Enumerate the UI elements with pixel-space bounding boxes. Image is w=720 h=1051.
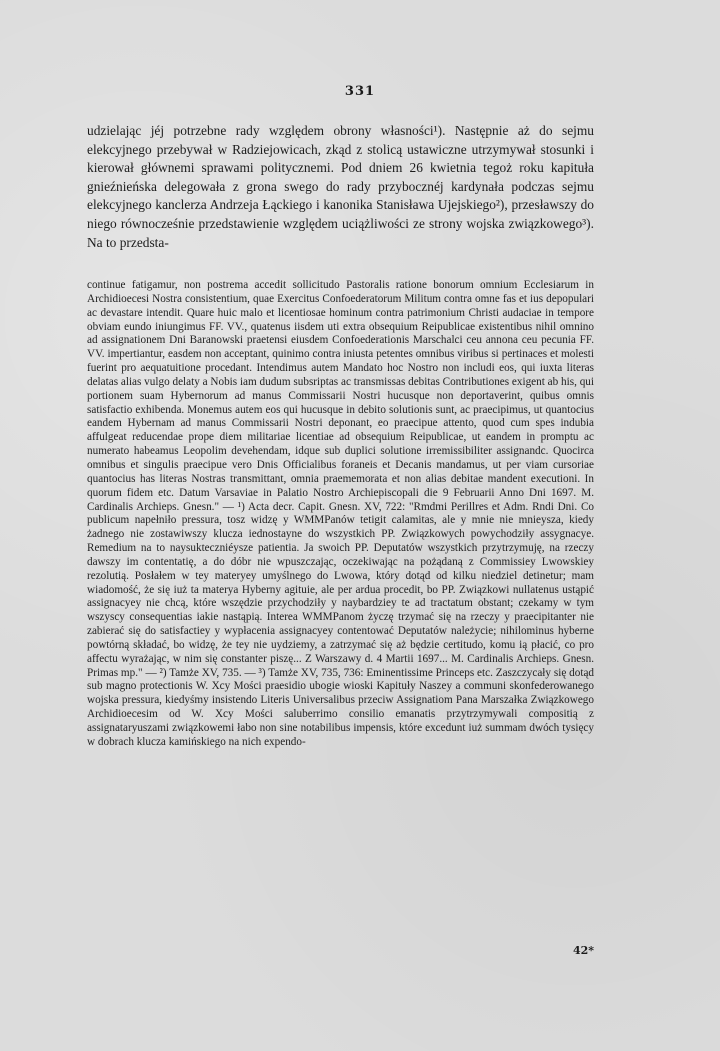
main-paragraph: udzielając jéj potrzebne rady względem obrony własności¹). Następnie aż do sejmu elekcyjnego przebywał w Radziejowicach, zkąd z stolicą ustawiczne utrzymywał stosunki i kierował głównemi sprawami politycznemi. Pod dniem 26 kwietnia tegoż roku kapituła gnieźnieńska delegowała z grona swego do rady przybocznéj kardynała podczas sejmu elekcyjnego kanclerza Andrzeja Łąckiego i kanonika Stanisława Ujejskiego²), przesławszy do niego równocześnie przedstawienie względem uciążliwości ze strony wojska związkowego³). Na to przedsta-: [87, 123, 594, 250]
footnote-paragraph: continue fatigamur, non postrema accedit sollicitudo Pastoralis ratione bonorum omnium Ecclesiarum in Archidioecesi Nostra consistentium, quae Exercitus Confoederatorum Militum contra omne fas et ius depopulari ac devastare intendit. Quare huic malo et licentiosae hominum contra patrimonium Christi audaciae in tempore obviam eundo iniungimus FF. VV., quatenus iisdem uti extra obsequium Reipublicae existentibus nihil omnino ad assignationem Dni Baranowski praetensi eiusdem Confoederationis Marschalci ceu annona ceu pecunia FF. VV. impertiantur, easdem non acceptant, quinimo contra iniusta petentes omnibus viribus si pertinaces et molesti fuerint pro aequatuitione procedant. Intendimus autem Mandato hoc Nostro non includi eos, qui iuxta literas delatas alias vulgo delaty a Nobis iam dudum subsriptas ac transmissas debitas Contributiones exigent ab his, qui portionem suam Hybernorum ad manus Commissarii Nostri hucusque non deportaverint, quibus omnis satisfactio exhibenda. Monemus autem eos qui hucusque in debito solutionis sunt, ac praecipimus, ut quantocius eandem Hybernam ad manus Commissarii Nostri deponant, eo praecipue attento, quod cum spes indubia affulgeat reducendae prope diem militariae licentiae ad obsequium Reipublicae, ut eandem in promptu ac numerato habeamus Leopolim devehendam, idque sub duplici solutione irremissibiliter assignandc. Quocirca omnibus et singulis praecipue vero Dnis Officialibus foraneis et Decanis mandamus, ut per viam cursoriae quantocius has literas Nostras transmittant, omnia praememorata et non alias debitae mandent executioni. In quorum fidem etc. Datum Varsaviae in Palatio Nostro Archiepiscopali die 9 Februarii Anno Dni 1697. M. Cardinalis Archieps. Gnesn." — ¹) Acta decr. Capit. Gnesn. XV, 722: "Rmdmi Perillres et Adm. Rndi Dni. Co publicum napełniło pressura, tosz widzę y WMMPanów tetigit calamitas, ale y mnie nie mnieysza, kiedy żadnego nie zostawiwszy klucza iednostayne do wszystkich PP. Związkowych powychodziły assygnacye. Remedium na to naysukteczniéysze patientia. Ja swoich PP. Deputatów wszystkich przytrzymuję, na rzeczy dawszy im contentatię, a do dóbr nie wpuszczając, oczekiwając na pożądaną z Commissiey Lwowskiey rezolutią. Posłałem w tey materyey umyślnego do Lwowa, który dotąd od kilku niedziel detinetur; mam wiadomość, że się iuż ta materya Hyberny agituie, ale per ardua procedit, bo PP. Związkowi nullatenus ustąpić assignacyey nie chcą, które wszędzie przychodziły y naybardziey te ad tractatum obstant; czekamy w tym wszyscy consequentias iakie nastąpią. Interea WMMPanom życzę trzymać się na rzeczy y praecipitanter nie zabierać się do satisfactiey y wypłacenia assignacyey contentować Deputatów należycie; nihilominus hyberne powtórną składać, bo widzę, że tey nie uydziemy, a zatrzymać się aż będzie certitudo, komu ią płacić, co pro affectu wyrażając, w nim się constanter piszę... Z Warszawy d. 4 Martii 1697... M. Cardinalis Archieps. Gnesn. Primas mp." — ²) Tamże XV, 735. — ³) Tamże XV, 735, 736: Eminentissime Princeps etc. Zaszczycały się dotąd sub magno protectionis W. Xcy Mości praesidio ubogie wioski Kapituły Naszey a communi skonfederowanego wojska pressura, kiedyśmy insistendo Literis Universalibus przeciw Assignatiom Pana Marszałka Związkowego Archidioecesim od W. Xcy Mości saluberrimo consilio emanatis przytrzymywali compositią z assignataryuszami związkowemi łabo non sine notabilibus impensis, które excedunt iuż summam dwóch tysięcy w dobrach klucza kamińskiego na nich expendo-: [87, 279, 594, 748]
printer-signature-mark: 42*: [572, 944, 594, 957]
page-number: 331: [344, 84, 376, 99]
main-text-block: [87, 122, 594, 252]
footnote-block: [87, 279, 594, 750]
